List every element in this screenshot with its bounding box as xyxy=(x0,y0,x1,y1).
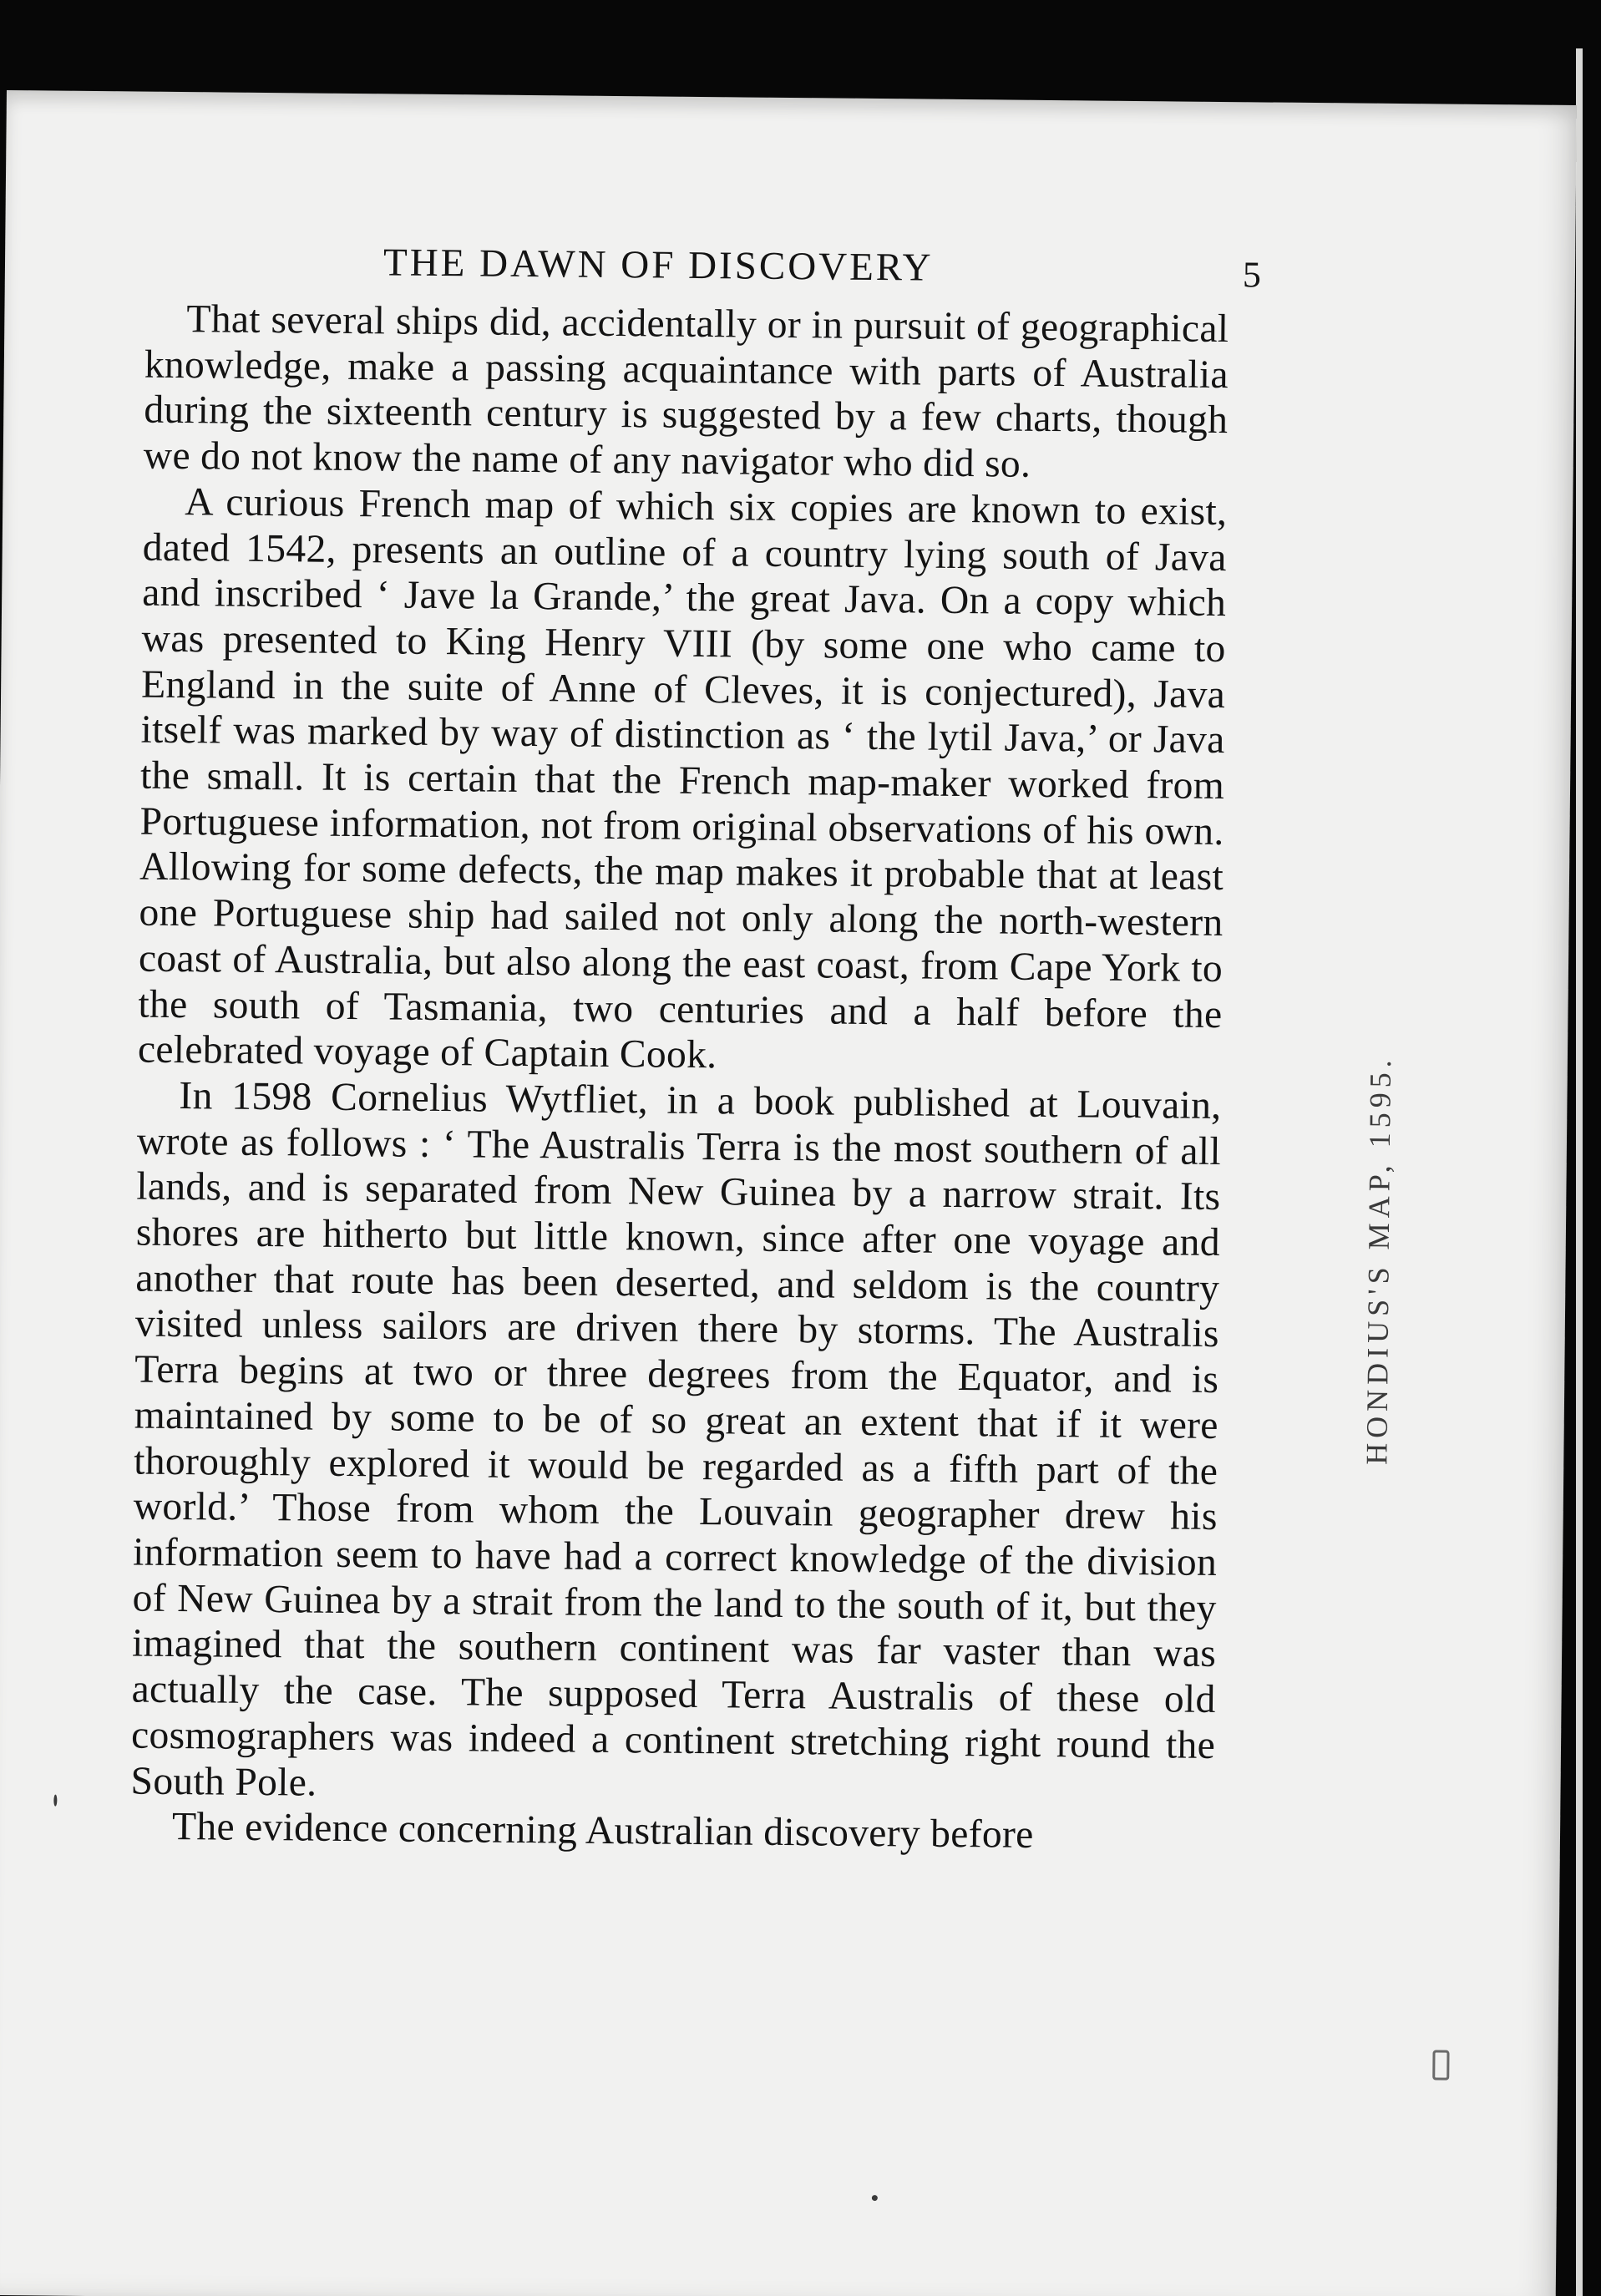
paragraph-4: The evidence concerning Australian discovery before xyxy=(171,1805,1034,1858)
margin-mark xyxy=(1432,2050,1449,2080)
book-page xyxy=(0,90,1577,2296)
page-edge xyxy=(1576,48,1583,2296)
margin-caption-text: HONDIUS'S MAP, 1595. xyxy=(1360,1055,1397,1466)
page-header xyxy=(145,238,1262,307)
page-content xyxy=(130,238,1262,1860)
paragraph-1: That several ships did, accidentally or in pursuit of geographical knowledge, make a passing acquaintance with parts of Australia during the sixteenth century is suggested by a few charts, though we do not know the name of any navigator who did so. xyxy=(143,297,1229,486)
paragraph-3: In 1598 Cornelius Wytfliet, in a book published at Louvain, wrote as follows : ‘ The Australis Terra is the most southern of all lands, and is separated from New Guinea by a narrow strait. Its shores are hitherto but little known, since after one voyage and another that route has been deserted, and seldom is the country visited unless sailors are driven there by storms. The Australis Terra begins at two or three degrees from the Equator, and is maintained by some to be of so great an extent that if it were thoroughly explored it would be regarded as a fifth part of the world.’ Those from whom the Louvain geographer drew his information seem to have had a correct knowledge of the division of New Guinea by a strait from the land to the south of it, but they imagined that the southern continent was far vaster than was actually the case. The supposed Terra Australis of these old cosmographers was indeed a continent stretching right round the South Pole. xyxy=(130,1073,1222,1805)
dust-speck xyxy=(53,1795,57,1807)
dust-speck xyxy=(872,2195,878,2201)
page-number: 5 xyxy=(1242,254,1262,296)
paragraph-2: A curious French map of which six copies are known to exist, dated 1542, presents an outline of a country lying south of Java and inscribed ‘ Jave la Grande,’ the great Java. On a copy which was presented to King Henry VIII (by some one who came to England in the suite of Anne of Cleves, it is conjectured), Java itself was marked by way of distinction as ‘ the lytil Java,’ or Java the small. It is certain that the French map-maker worked from Portuguese information, not from original observations of his own. Allowing for some defects, the map makes it probable that at least one Portuguese ship had sailed not only along the north-western coast of Australia, but also along the east coast, from Cape York to the south of Tasmania, two centuries and a half before the celebrated voyage of Captain Cook. xyxy=(137,479,1228,1077)
margin-caption xyxy=(1359,1047,1413,1466)
running-head: THE DAWN OF DISCOVERY xyxy=(383,241,934,290)
